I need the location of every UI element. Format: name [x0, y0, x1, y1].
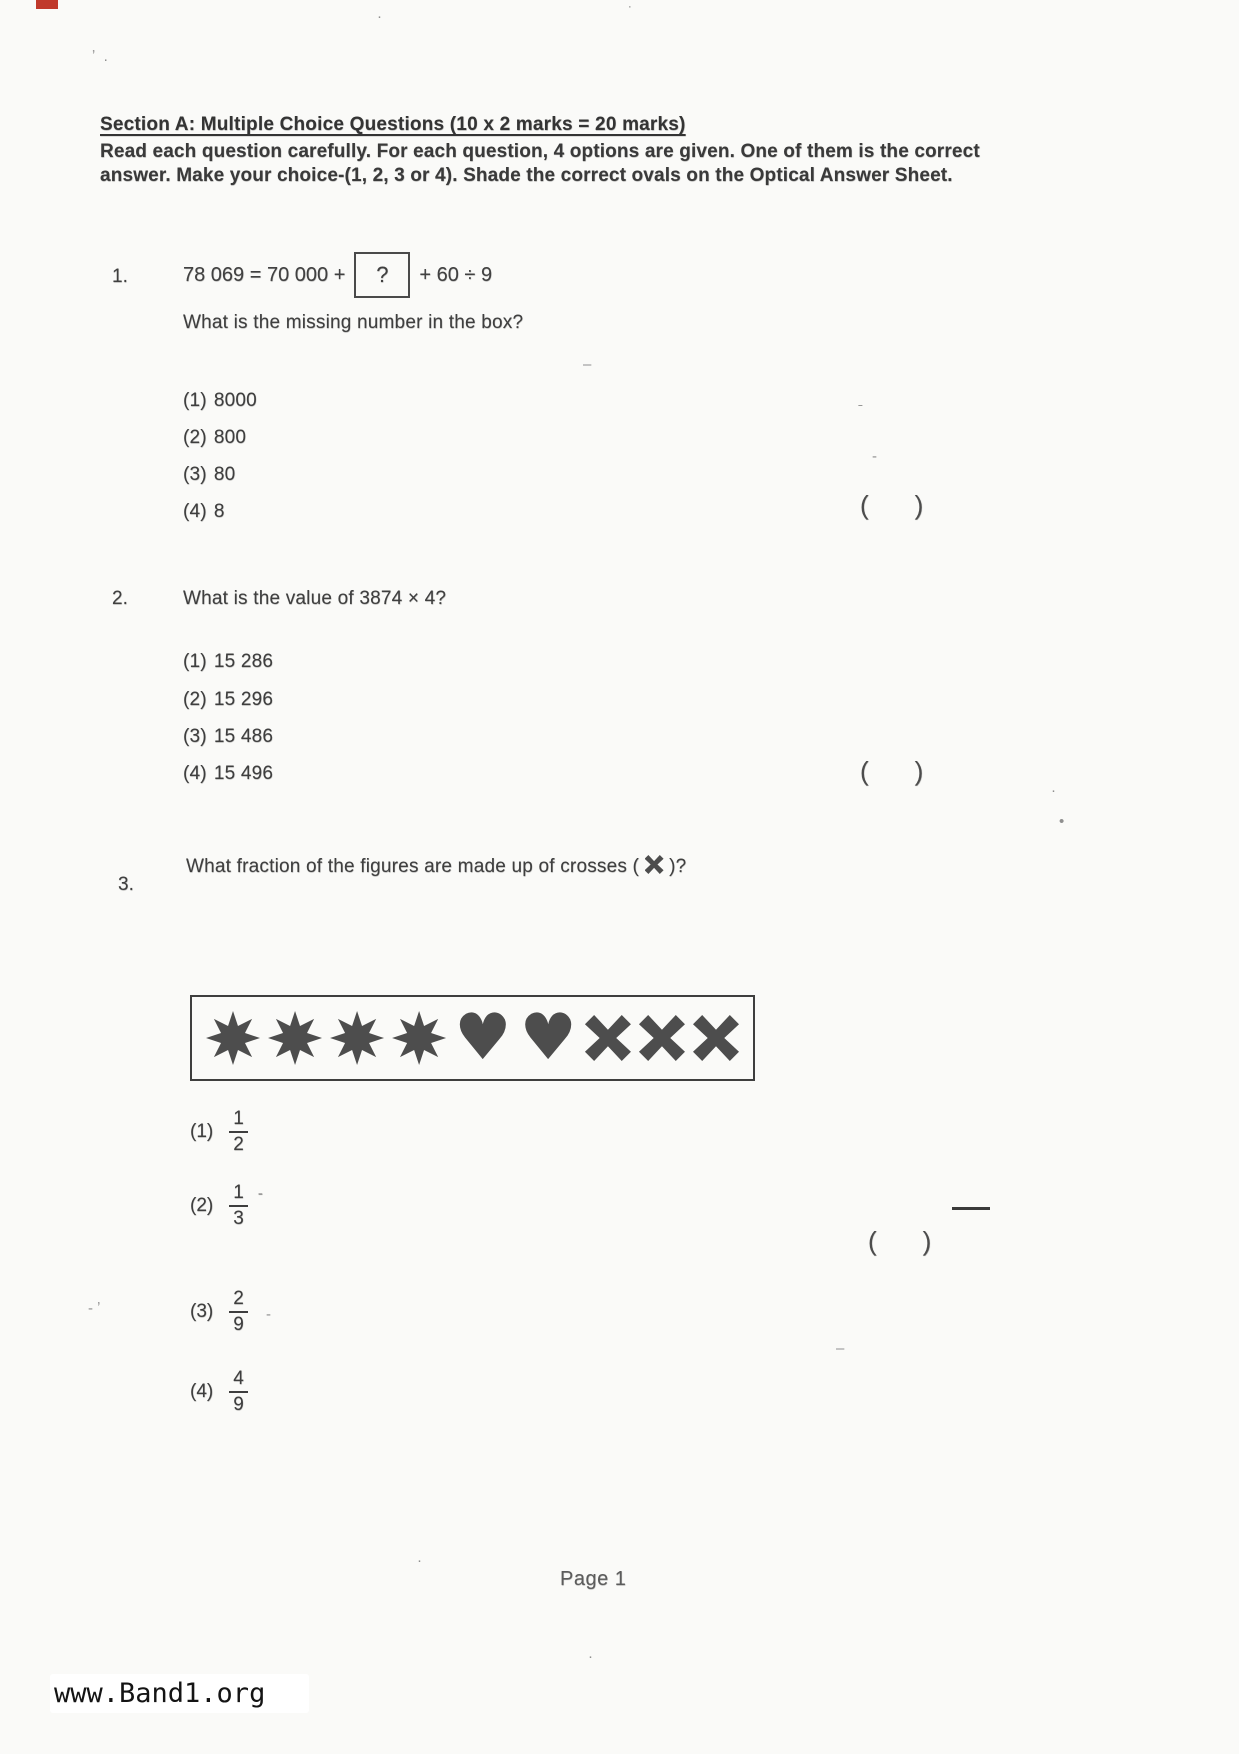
option-value: 8000: [213, 390, 257, 411]
star-figure: [268, 1011, 322, 1065]
scan-artifact: ·: [417, 1552, 422, 1569]
option-label: (4): [183, 763, 207, 784]
scan-artifact: ·: [588, 1648, 593, 1665]
question-2-option-2: [183, 689, 273, 711]
question-1-option-4: [183, 501, 225, 523]
fraction: [229, 1368, 248, 1416]
option-label: (1): [183, 651, 207, 672]
scan-artifact: -: [872, 448, 877, 465]
scan-artifact: ·: [1051, 782, 1056, 799]
red-scan-mark: [36, 0, 58, 9]
answer-open-paren: (: [860, 490, 869, 520]
answer-close-paren: ): [914, 756, 924, 786]
option-value: 15 296: [213, 689, 274, 710]
option-label: (4): [183, 501, 207, 522]
fraction-denominator: 9: [233, 1394, 244, 1415]
figure-strip: [190, 995, 755, 1081]
equation-prefix: 78 069 = 70 000 +: [183, 263, 346, 286]
cross-figure: [585, 1015, 631, 1061]
cross-icon: [645, 855, 664, 874]
question-3-option-4: [190, 1368, 248, 1416]
question-2-prompt: What is the value of 3874 × 4?: [183, 588, 447, 609]
question-1-option-1: [183, 390, 257, 412]
scan-artifact: –: [583, 356, 592, 373]
scan-artifact: ·: [377, 8, 382, 25]
option-label: (4): [190, 1381, 214, 1402]
question-1-equation: [183, 252, 492, 298]
equation-suffix: + 60 ÷ 9: [419, 263, 493, 286]
option-value: 8: [213, 501, 225, 522]
option-value: 800: [213, 427, 247, 448]
scan-artifact: ʼ .: [92, 48, 108, 65]
prompt-prefix: What fraction of the figures are made up of crosses (: [186, 856, 640, 877]
question-1-option-3: [183, 464, 235, 486]
question-1-option-2: [183, 427, 246, 449]
question-1-number: 1.: [112, 266, 128, 287]
missing-number-box: ?: [354, 252, 410, 298]
question-3-answer-space: [868, 1226, 931, 1257]
star-figure: [330, 1011, 384, 1065]
fraction-numerator: 1: [229, 1182, 248, 1207]
answer-open-paren: (: [868, 1226, 877, 1256]
option-value: 15 496: [213, 763, 274, 784]
option-label: (2): [183, 427, 207, 448]
answer-open-paren: (: [860, 756, 869, 786]
question-3-option-1: [190, 1108, 248, 1156]
fraction-denominator: 9: [233, 1314, 244, 1335]
question-1-prompt: What is the missing number in the box?: [183, 312, 524, 333]
fraction-numerator: 4: [229, 1368, 248, 1393]
fraction-denominator: 3: [233, 1208, 244, 1229]
star-figure: [206, 1011, 260, 1065]
fraction: [229, 1288, 248, 1336]
section-instructions: Read each question carefully. For each question, 4 options are given. One of them is the correct answer. Make your choice-(1, 2, 3 or 4). Shade the correct ovals on the Optical Answer Sheet.: [100, 141, 980, 186]
scan-artifact: –: [836, 1340, 845, 1357]
answer-close-paren: ): [914, 490, 924, 520]
fraction-numerator: 1: [229, 1108, 248, 1133]
fraction-denominator: 2: [233, 1134, 244, 1155]
scan-artifact: - ʼ: [88, 1300, 101, 1317]
fraction-numerator: 2: [229, 1288, 248, 1313]
watermark: www.Band1.org: [50, 1674, 309, 1713]
option-label: (2): [190, 1195, 214, 1216]
question-3-option-2: [190, 1182, 263, 1230]
option-value: 15 486: [213, 726, 274, 747]
fraction: [229, 1182, 248, 1230]
question-1-answer-space: [860, 490, 923, 521]
heart-figure: ♥: [454, 1001, 512, 1075]
option-label: (3): [183, 464, 207, 485]
star-figure: [392, 1011, 446, 1065]
heart-figure: ♥: [519, 1001, 577, 1075]
question-3-option-3: [190, 1288, 248, 1336]
option-label: (3): [190, 1301, 214, 1322]
question-2-number: 2.: [112, 588, 128, 609]
question-2-option-3: [183, 726, 273, 748]
scan-artifact: ˉ: [858, 402, 863, 419]
section-title: Section A: Multiple Choice Questions (10 x 2 marks = 20 marks): [100, 114, 686, 135]
prompt-suffix: )?: [669, 856, 687, 877]
option-label: (1): [183, 390, 207, 411]
question-2-option-1: [183, 651, 273, 673]
option-value: 80: [213, 464, 236, 485]
scan-artifact: -: [257, 1184, 263, 1202]
question-2-option-4: [183, 763, 273, 785]
scan-underscore-mark: [952, 1207, 990, 1210]
answer-close-paren: ): [922, 1226, 932, 1256]
cross-figure: [639, 1015, 685, 1061]
scan-artifact: -: [266, 1306, 271, 1323]
question-2-answer-space: [860, 756, 923, 787]
scan-artifact: ˙: [628, 4, 633, 21]
page-number: Page 1: [560, 1568, 627, 1590]
scan-artifact: •: [1059, 813, 1065, 830]
option-value: 15 286: [213, 651, 274, 672]
question-3-number: 3.: [118, 874, 134, 895]
fraction: [229, 1108, 248, 1156]
option-label: (2): [183, 689, 207, 710]
cross-figure: [693, 1015, 739, 1061]
option-label: (3): [183, 726, 207, 747]
question-3-prompt: [186, 855, 686, 878]
option-label: (1): [190, 1121, 214, 1142]
